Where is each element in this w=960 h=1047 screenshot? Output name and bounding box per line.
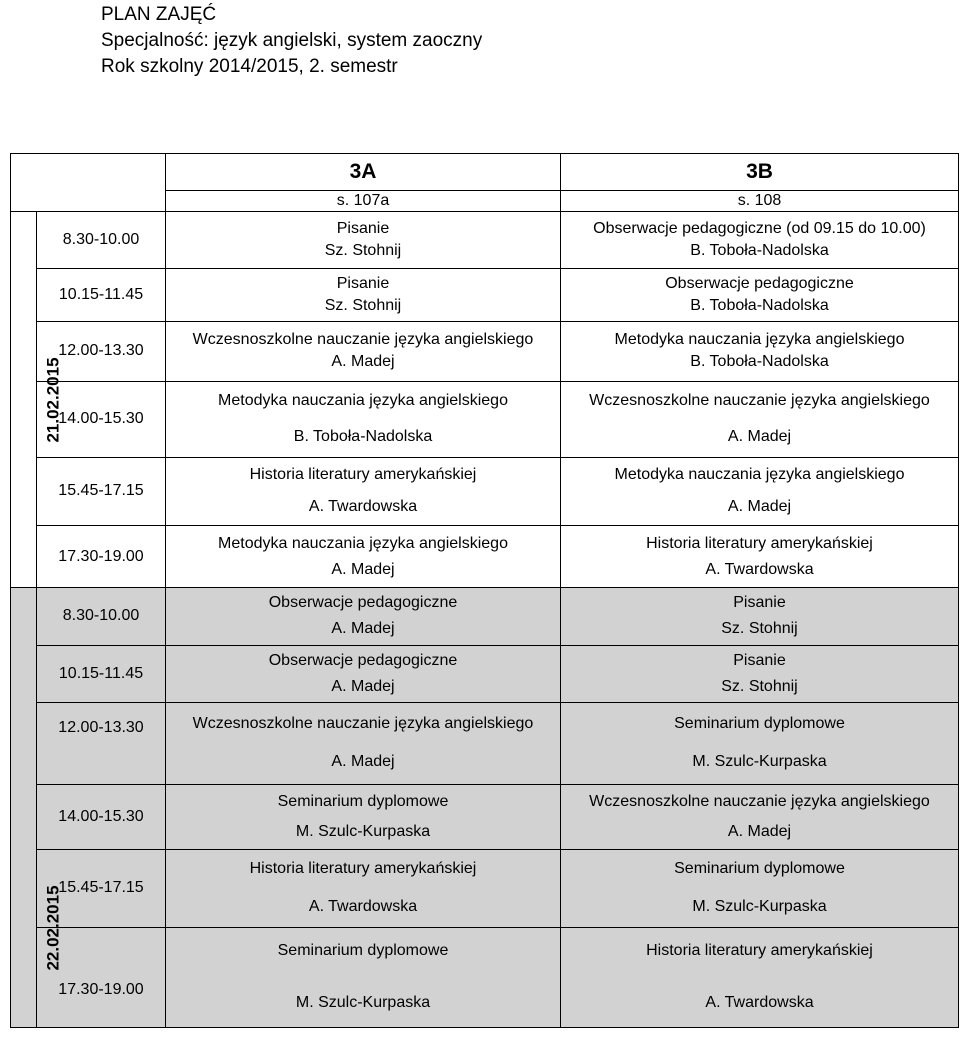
corner-cell (37, 190, 166, 211)
course-title: Seminarium dyplomowe (277, 792, 449, 810)
course-title: Pisanie (733, 651, 786, 669)
time-cell: 12.00-13.30 (37, 321, 166, 381)
time-cell: 10.15-11.45 (37, 645, 166, 702)
course-teacher: Sz. Stohnij (721, 677, 798, 695)
date-label: 21.02.2015 (43, 357, 63, 443)
table-row (11, 645, 959, 702)
course-cell (561, 269, 959, 321)
course-teacher: Sz. Stohnij (324, 242, 402, 260)
course-teacher: A. Madej (331, 677, 395, 695)
time-cell: 12.00-13.30 (37, 702, 166, 784)
course-teacher: A. Madej (331, 753, 395, 771)
course-teacher: Sz. Stohnij (721, 620, 798, 638)
course-cell (561, 381, 959, 457)
table-row (11, 850, 959, 928)
course-cell (166, 784, 561, 849)
course-cell (561, 526, 959, 588)
course-cell (561, 850, 959, 928)
course-title: Seminarium dyplomowe (674, 860, 845, 878)
course-teacher: A. Madej (727, 428, 792, 446)
date-cell (11, 588, 63, 1028)
course-cell (166, 526, 561, 588)
course-teacher: A. Twardowska (705, 994, 814, 1012)
table-row (11, 702, 959, 784)
table-row (11, 526, 959, 588)
room-header-row (11, 190, 959, 211)
course-title: Seminarium dyplomowe (674, 715, 845, 733)
school-year-line: Rok szkolny 2014/2015, 2. semestr (101, 56, 398, 77)
course-cell (166, 212, 561, 269)
time-cell: 8.30-10.00 (37, 588, 166, 645)
table-row (11, 927, 959, 1027)
course-cell (166, 588, 561, 645)
course-cell (561, 457, 959, 525)
time-cell: 17.30-19.00 (37, 927, 166, 1027)
course-title: Pisanie (733, 594, 786, 612)
course-title: Obserwacje pedagogiczne (od 09.15 do 10.00) (593, 220, 926, 238)
course-title: Metodyka nauczania języka angielskiego (614, 466, 905, 484)
course-cell (166, 927, 561, 1027)
time-cell: 15.45-17.15 (37, 850, 166, 928)
course-title: Pisanie (336, 220, 390, 238)
course-title: Historia literatury amerykańskiej (646, 942, 873, 960)
course-title: Historia literatury amerykańskiej (646, 534, 873, 552)
course-title: Seminarium dyplomowe (277, 942, 449, 960)
schedule-table (10, 153, 959, 1028)
table-row (11, 457, 959, 525)
course-teacher: A. Twardowska (705, 560, 814, 578)
course-title: Wczesnoszkolne nauczanie języka angielskiego (589, 792, 930, 810)
course-title: Obserwacje pedagogiczne (268, 594, 458, 612)
course-teacher: B. Toboła-Nadolska (690, 297, 829, 315)
table-row (11, 321, 959, 381)
course-teacher: M. Szulc-Kurpaska (295, 994, 431, 1012)
group-header-row (11, 154, 959, 191)
table-row (11, 784, 959, 849)
course-teacher: A. Madej (331, 353, 395, 371)
course-cell (166, 645, 561, 702)
course-teacher: B. Toboła-Nadolska (690, 353, 829, 371)
course-title: Obserwacje pedagogiczne (665, 275, 854, 293)
course-teacher: A. Madej (727, 822, 792, 840)
date-cell (11, 212, 63, 588)
course-teacher: A. Madej (331, 560, 395, 578)
course-title: Historia literatury amerykańskiej (249, 466, 477, 484)
course-title: Historia literatury amerykańskiej (249, 860, 477, 878)
course-teacher: A. Madej (331, 620, 395, 638)
document-title: PLAN ZAJĘĆ (101, 4, 217, 25)
course-cell (561, 321, 959, 381)
course-cell (166, 457, 561, 525)
course-cell (561, 702, 959, 784)
course-teacher: Sz. Stohnij (324, 297, 402, 315)
group-label: 3A (166, 154, 561, 191)
table-row (11, 269, 959, 321)
specialty-line: Specjalność: język angielski, system zaoczny (101, 30, 483, 51)
time-cell: 14.00-15.30 (37, 381, 166, 457)
course-teacher: M. Szulc-Kurpaska (692, 898, 827, 916)
course-cell (561, 645, 959, 702)
date-label: 22.02.2015 (43, 885, 63, 971)
course-cell (166, 321, 561, 381)
course-teacher: M. Szulc-Kurpaska (692, 753, 827, 771)
table-row (11, 212, 959, 269)
course-cell (561, 588, 959, 645)
room-label: s. 107a (166, 190, 561, 211)
document-header (101, 2, 482, 80)
course-cell (166, 269, 561, 321)
course-title: Wczesnoszkolne nauczanie języka angielskiego (192, 715, 534, 733)
course-title: Obserwacje pedagogiczne (268, 651, 458, 669)
course-title: Metodyka nauczania języka angielskiego (614, 331, 905, 349)
course-title: Metodyka nauczania języka angielskiego (218, 534, 508, 552)
time-cell: 10.15-11.45 (37, 269, 166, 321)
corner-cell (37, 154, 166, 191)
table-row (11, 588, 959, 645)
course-cell (166, 381, 561, 457)
course-teacher: A. Madej (727, 498, 792, 516)
course-title: Wczesnoszkolne nauczanie języka angielskiego (589, 392, 930, 410)
time-cell: 17.30-19.00 (37, 526, 166, 588)
course-teacher: B. Toboła-Nadolska (293, 428, 433, 446)
room-label: s. 108 (561, 190, 959, 211)
course-title: Wczesnoszkolne nauczanie języka angielskiego (192, 331, 534, 349)
time-cell: 15.45-17.15 (37, 457, 166, 525)
corner-cell (11, 154, 37, 191)
table-row (11, 381, 959, 457)
course-cell (166, 702, 561, 784)
course-title: Metodyka nauczania języka angielskiego (218, 392, 508, 410)
time-cell: 8.30-10.00 (37, 212, 166, 269)
course-title: Pisanie (336, 275, 390, 293)
course-teacher: B. Toboła-Nadolska (690, 242, 829, 260)
course-cell (561, 784, 959, 849)
course-cell (561, 927, 959, 1027)
course-teacher: A. Twardowska (308, 898, 418, 916)
course-cell (561, 212, 959, 269)
corner-cell (11, 190, 37, 211)
group-label: 3B (561, 154, 959, 191)
course-teacher: A. Twardowska (308, 498, 418, 516)
course-cell (166, 850, 561, 928)
time-cell: 14.00-15.30 (37, 784, 166, 849)
course-teacher: M. Szulc-Kurpaska (295, 822, 431, 840)
